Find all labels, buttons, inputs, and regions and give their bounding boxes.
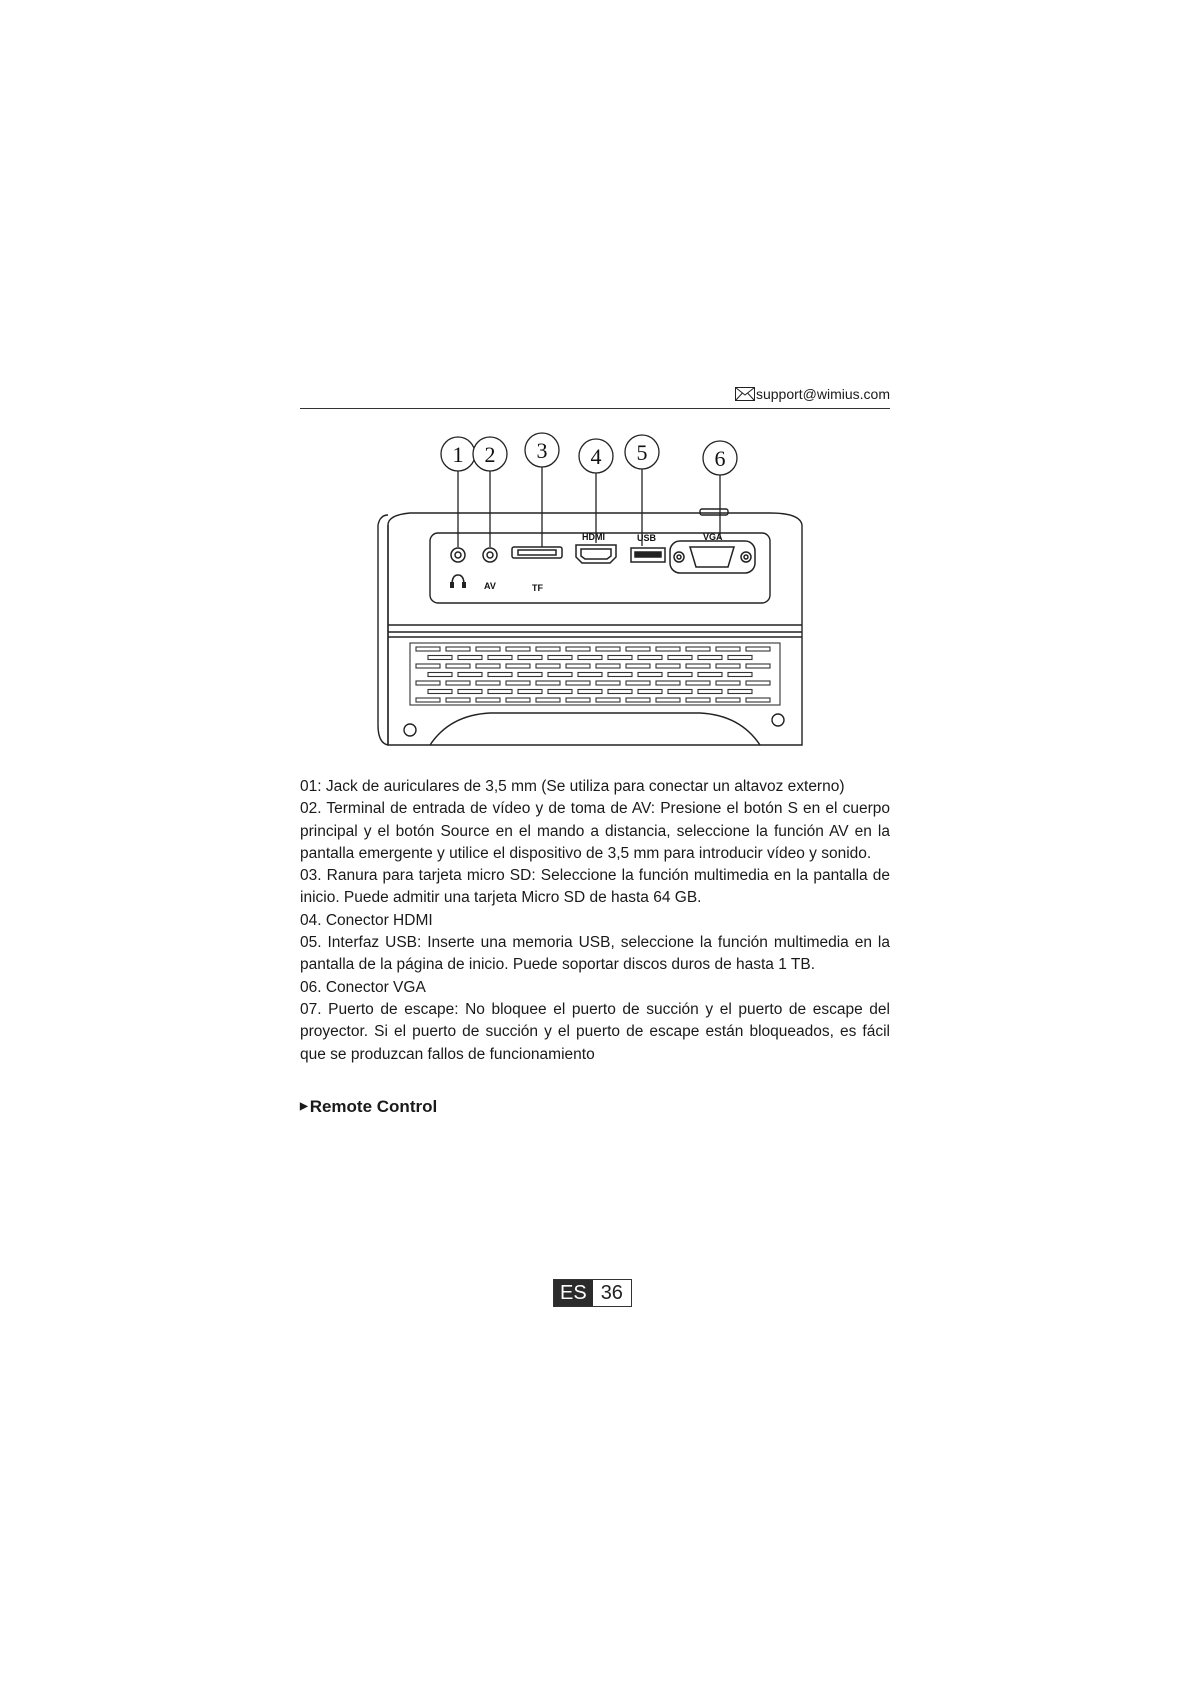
- vent-slot: [518, 673, 542, 677]
- vent-slot: [656, 664, 680, 668]
- callout-3: 3: [536, 438, 548, 463]
- vent-slot: [476, 664, 500, 668]
- section-heading: [300, 1097, 437, 1117]
- vent-slot: [476, 698, 500, 702]
- usb-label: USB: [637, 533, 657, 543]
- callout-6: 6: [714, 446, 726, 471]
- vent-slot: [578, 656, 602, 660]
- vent-slot: [578, 673, 602, 677]
- vent-slot: [548, 690, 572, 694]
- vent-slot: [488, 690, 512, 694]
- vent-slot: [608, 673, 632, 677]
- vent-slot: [506, 698, 530, 702]
- vent-slot: [716, 698, 740, 702]
- vent-slot: [728, 673, 752, 677]
- vent-slot: [416, 698, 440, 702]
- vent-slot: [446, 698, 470, 702]
- vent-slot: [716, 647, 740, 651]
- vent-slot: [686, 647, 710, 651]
- vent-slot: [608, 690, 632, 694]
- vent-slot: [428, 673, 452, 677]
- vent-slot: [626, 664, 650, 668]
- vga-port: [670, 541, 755, 573]
- vent-slot: [518, 690, 542, 694]
- vent-slot: [446, 664, 470, 668]
- item-03: 03. Ranura para tarjeta micro SD: Seleccione la función multimedia en la pantalla de inicio. Puede admitir una tarjeta Micro SD de hasta 64 GB.: [300, 867, 890, 907]
- vent-slot: [446, 647, 470, 651]
- description-list: [300, 776, 890, 1066]
- hdmi-label: HDMI: [582, 532, 605, 542]
- item-07: 07. Puerto de escape: No bloquee el puerto de succión y el puerto de escape del proyector. Si el puerto de succión y el puerto de escape están bloqueados, es fácil que se produzcan fallos de funcionamiento: [300, 1000, 890, 1063]
- vga-label: VGA: [703, 532, 723, 542]
- vent-slot: [596, 698, 620, 702]
- vent-slot: [458, 656, 482, 660]
- vent-slot: [536, 647, 560, 651]
- vent-slot: [596, 664, 620, 668]
- vent-slot: [656, 698, 680, 702]
- triangle-bullet-icon: ▶: [300, 1101, 308, 1112]
- section-title: Remote Control: [309, 1097, 438, 1116]
- vent-slot: [626, 681, 650, 685]
- vent-slot: [506, 647, 530, 651]
- vent-grille: [410, 643, 780, 705]
- callout-5: 5: [636, 440, 648, 465]
- vent-slot: [686, 681, 710, 685]
- vent-slot: [488, 673, 512, 677]
- vent-slot: [698, 656, 722, 660]
- support-email[interactable]: support@wimius.com: [755, 386, 890, 402]
- vent-slot: [728, 690, 752, 694]
- vent-slot: [416, 681, 440, 685]
- vent-slot: [716, 681, 740, 685]
- vent-slot: [686, 698, 710, 702]
- tf-label: TF: [532, 583, 543, 593]
- vent-slot: [566, 698, 590, 702]
- vent-slot: [548, 673, 572, 677]
- language-code: ES: [554, 1280, 593, 1306]
- vent-slot: [506, 664, 530, 668]
- hdmi-port: [576, 545, 616, 563]
- vent-slot: [638, 673, 662, 677]
- vent-slot: [746, 664, 770, 668]
- item-05: 05. Interfaz USB: Inserte una memoria USB, seleccione la función multimedia en la pantalla de la página de inicio. Puede soportar discos duros de hasta 1 TB.: [300, 934, 890, 974]
- callout-4: 4: [590, 444, 602, 469]
- vent-slot: [656, 647, 680, 651]
- item-04: 04. Conector HDMI: [300, 911, 433, 929]
- av-jack: [483, 548, 497, 562]
- projector-rear-diagram: [370, 425, 830, 755]
- vent-slot: [536, 681, 560, 685]
- page-number: 36: [593, 1280, 631, 1306]
- vent-slot: [446, 681, 470, 685]
- callout-2: 2: [484, 442, 496, 467]
- vent-slot: [626, 698, 650, 702]
- item-01: 01: Jack de auriculares de 3,5 mm (Se utiliza para conectar un altavoz externo): [300, 778, 845, 795]
- headphone-jack: [451, 548, 465, 562]
- vent-slot: [698, 690, 722, 694]
- callout-1: 1: [452, 442, 464, 467]
- tf-slot: [512, 547, 562, 558]
- vent-slot: [746, 681, 770, 685]
- vent-slot: [596, 647, 620, 651]
- vent-slot: [506, 681, 530, 685]
- vent-slot: [746, 647, 770, 651]
- vent-slot: [548, 656, 572, 660]
- vent-slot: [416, 647, 440, 651]
- vent-slot: [566, 647, 590, 651]
- vent-slot: [668, 656, 692, 660]
- vent-slot: [608, 656, 632, 660]
- vent-slot: [476, 647, 500, 651]
- vent-slot: [458, 673, 482, 677]
- envelope-icon: [735, 387, 755, 401]
- vent-slot: [518, 656, 542, 660]
- vent-slot: [428, 690, 452, 694]
- vent-slot: [668, 673, 692, 677]
- vent-slot: [596, 681, 620, 685]
- vent-slot: [728, 656, 752, 660]
- vent-slot: [536, 698, 560, 702]
- vent-slot: [566, 681, 590, 685]
- vent-slot: [416, 664, 440, 668]
- item-02: 02. Terminal de entrada de vídeo y de toma de AV: Presione el botón S en el cuerpo principal y el botón Source en el mando a distancia, seleccione la función AV en la pantalla emergente y utilice el dispositivo de 3,5 mm para introducir vídeo y sonido.: [300, 800, 890, 862]
- vent-slot: [428, 656, 452, 660]
- vent-slot: [716, 664, 740, 668]
- vent-slot: [698, 673, 722, 677]
- vent-slot: [638, 690, 662, 694]
- vent-slot: [566, 664, 590, 668]
- item-06: 06. Conector VGA: [300, 978, 426, 996]
- vent-slot: [656, 681, 680, 685]
- vent-slot: [686, 664, 710, 668]
- vent-slot: [458, 690, 482, 694]
- vent-slot: [626, 647, 650, 651]
- vent-slot: [488, 656, 512, 660]
- av-label: AV: [484, 581, 496, 591]
- vent-slot: [536, 664, 560, 668]
- vent-slot: [638, 656, 662, 660]
- vent-slot: [578, 690, 602, 694]
- vent-slot: [476, 681, 500, 685]
- vent-slot: [746, 698, 770, 702]
- page-number-badge: [553, 1279, 632, 1307]
- page-header: [300, 386, 890, 409]
- vent-slot: [668, 690, 692, 694]
